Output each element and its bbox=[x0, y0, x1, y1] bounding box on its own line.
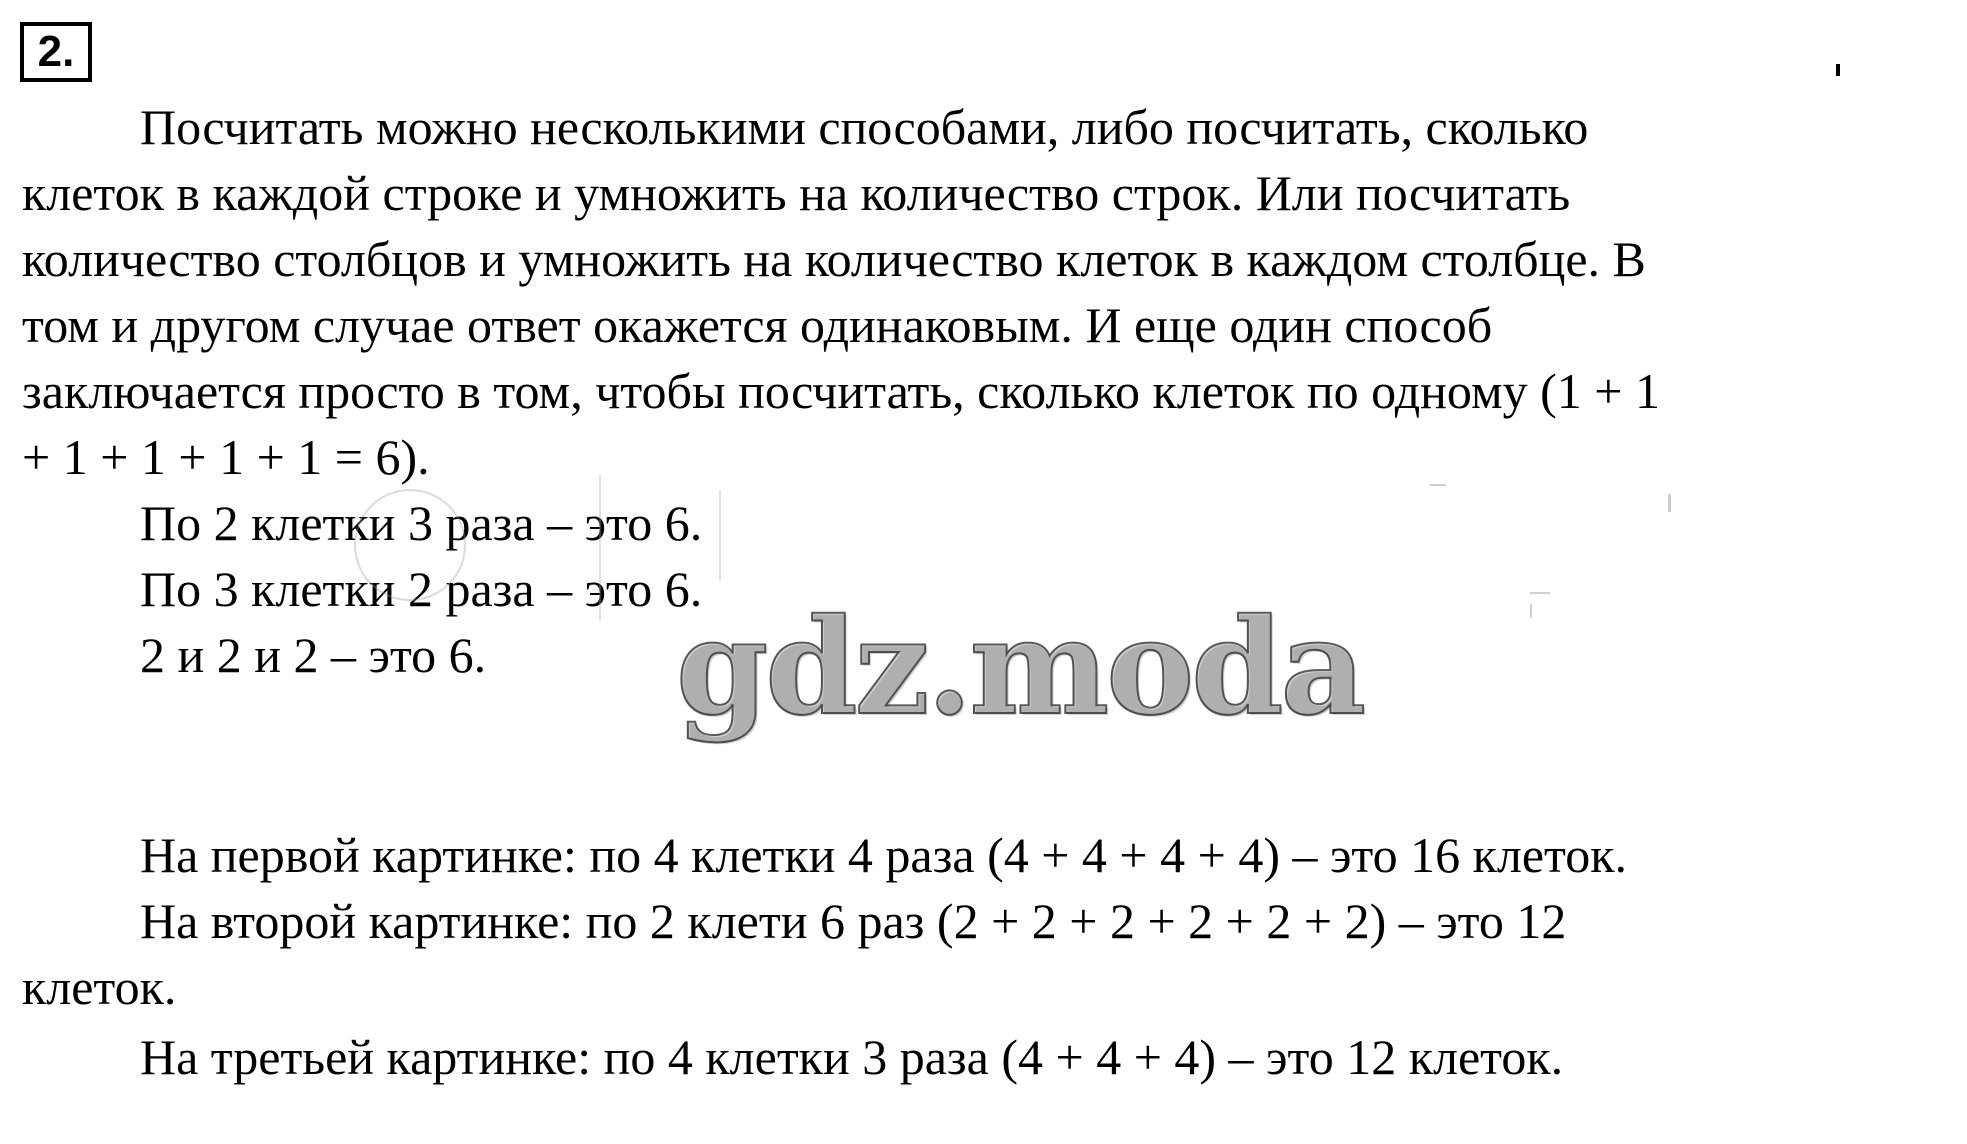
paragraph-7: На третьей картинке: по 4 клетки 3 раза (4 + 4 + 4) – это 12 клеток. bbox=[140, 1029, 1564, 1085]
paragraph-1-line-6: + 1 + 1 + 1 + 1 = 6). bbox=[22, 429, 430, 485]
scan-speck bbox=[1530, 592, 1550, 594]
watermark-circle bbox=[355, 490, 465, 600]
paragraph-1-line-3: количество столбцов и умножить на количество клеток в каждом столбце. В bbox=[22, 231, 1646, 287]
paragraph-6-line-1: На второй картинке: по 2 клети 6 раз (2 + 2 + 2 + 2 + 2 + 2) – это 12 bbox=[140, 893, 1567, 949]
paragraph-6-line-2: клеток. bbox=[22, 959, 177, 1015]
paragraph-1-line-5: заключается просто в том, чтобы посчитать, сколько клеток по одному (1 + 1 bbox=[22, 363, 1660, 419]
paragraph-1-line-2: клеток в каждой строке и умножить на количество строк. Или посчитать bbox=[22, 165, 1571, 221]
paragraph-4: 2 и 2 и 2 – это 6. bbox=[140, 627, 487, 683]
scan-speck bbox=[1668, 494, 1671, 512]
paragraph-1-line-4: том и другом случае ответ окажется одинаковым. И еще один способ bbox=[22, 297, 1493, 353]
scan-speck bbox=[1430, 484, 1446, 486]
task-number-box: 2. bbox=[20, 22, 92, 82]
scan-mark bbox=[1836, 64, 1840, 76]
paragraph-1-line-1: Посчитать можно несколькими способами, либо посчитать, сколько bbox=[140, 99, 1589, 155]
paragraph-2: По 2 клетки 3 раза – это 6. bbox=[140, 495, 703, 551]
paragraph-5: На первой картинке: по 4 клетки 4 раза (4 + 4 + 4 + 4) – это 16 клеток. bbox=[140, 827, 1628, 883]
watermark-logo: gdz.moda bbox=[676, 590, 1364, 745]
scan-speck bbox=[1530, 604, 1532, 618]
paragraph-3: По 3 клетки 2 раза – это 6. bbox=[140, 561, 703, 617]
